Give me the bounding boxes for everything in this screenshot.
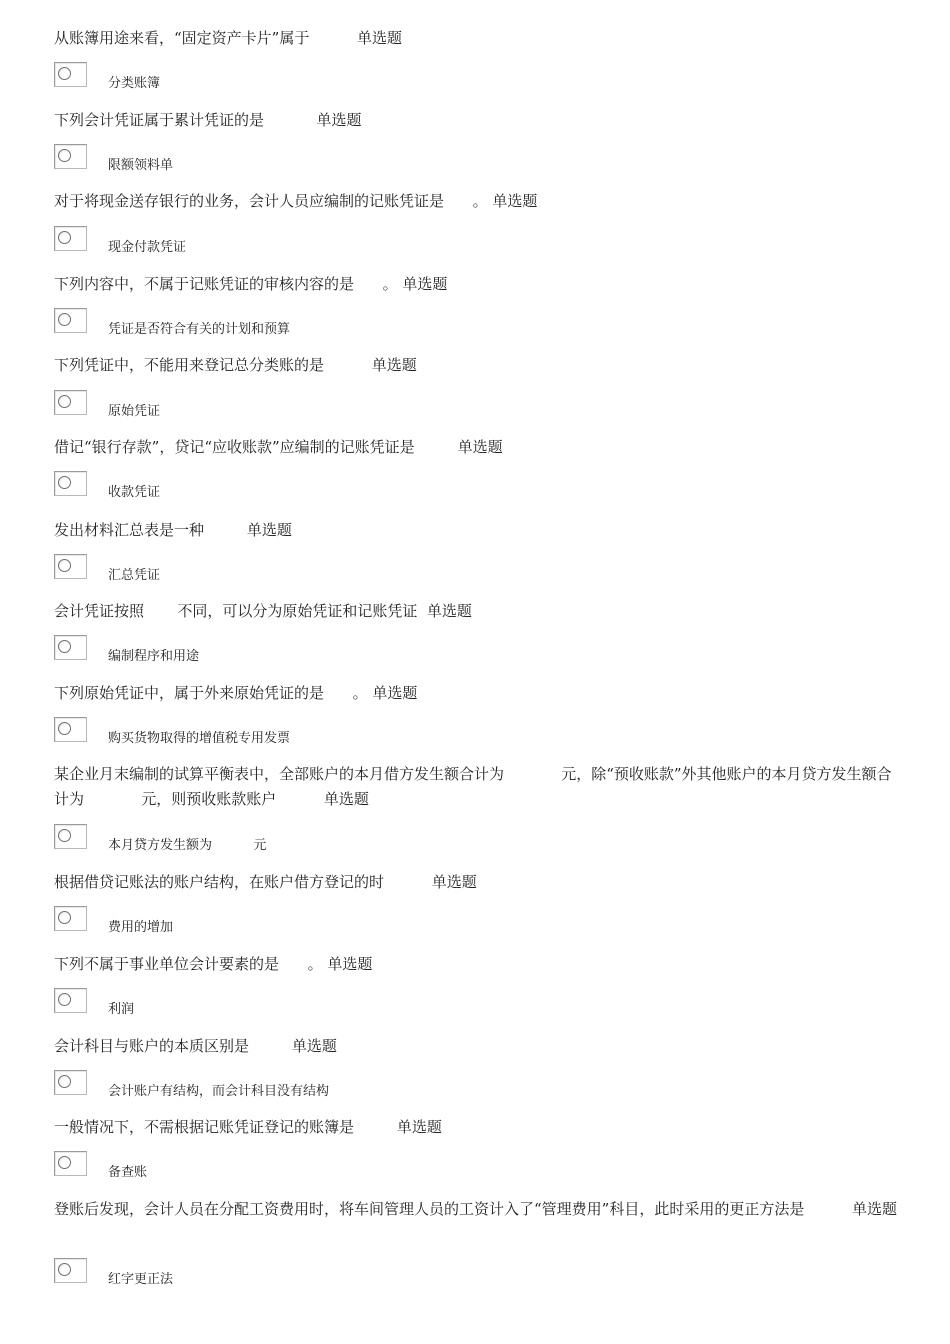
question-type-tag: 单选题: [402, 275, 448, 293]
question-stem: 会计凭证按照 不同，可以分为原始凭证和记账凭证: [54, 602, 427, 620]
answer-option-9[interactable]: [54, 717, 904, 747]
answer-option-13[interactable]: [54, 1070, 904, 1100]
answer-option-12[interactable]: [54, 988, 904, 1018]
question-stem: 会计科目与账户的本质区别是: [54, 1037, 292, 1055]
answer-option-3[interactable]: [54, 226, 904, 256]
question-text-15: [54, 1197, 904, 1222]
radio-circle-icon: [58, 395, 71, 408]
radio-button[interactable]: [54, 226, 87, 251]
question-text-4: [54, 272, 904, 297]
question-text-1: [54, 26, 904, 51]
question-stem: 对于将现金送存银行的业务，会计人员应编制的记账凭证是 。: [54, 192, 493, 210]
question-stem: 下列原始凭证中，属于外来原始凭证的是 。: [54, 684, 373, 702]
radio-circle-icon: [58, 1263, 71, 1276]
question-text-3: [54, 189, 904, 214]
question-text-8: [54, 599, 904, 624]
question-stem: 发出材料汇总表是一种: [54, 521, 247, 539]
question-type-tag: 单选题: [372, 684, 418, 702]
radio-circle-icon: [58, 313, 71, 326]
answer-option-14[interactable]: [54, 1151, 904, 1181]
radio-button[interactable]: [54, 1070, 87, 1095]
question-type-tag: 单选题: [371, 356, 417, 374]
radio-circle-icon: [58, 231, 71, 244]
radio-circle-icon: [58, 559, 71, 572]
radio-button[interactable]: [54, 635, 87, 660]
radio-circle-icon: [58, 911, 71, 924]
radio-button[interactable]: [54, 1258, 87, 1283]
radio-circle-icon: [58, 829, 71, 842]
question-stem: 下列不属于事业单位会计要素的是 。: [54, 955, 328, 973]
answer-label: 限额领料单: [108, 158, 174, 173]
question-text-12: [54, 952, 904, 977]
answer-label: 红字更正法: [108, 1272, 174, 1287]
radio-button[interactable]: [54, 1151, 87, 1176]
question-type-tag: 单选题: [291, 1037, 337, 1055]
question-type-tag: 单选题: [457, 438, 503, 456]
question-text-13: [54, 1034, 904, 1059]
answer-label: 原始凭证: [108, 404, 161, 419]
answer-label: 购买货物取得的增值税专用发票: [108, 731, 291, 746]
radio-circle-icon: [58, 1075, 71, 1088]
question-stem: 从账簿用途来看，“固定资产卡片”属于: [54, 29, 358, 47]
answer-label: 费用的增加: [108, 920, 174, 935]
question-type-tag: 单选题: [396, 1118, 442, 1136]
answer-option-6[interactable]: [54, 471, 904, 501]
radio-button[interactable]: [54, 824, 87, 849]
answer-option-2[interactable]: [54, 144, 904, 174]
question-type-tag: 单选题: [492, 192, 538, 210]
question-text-5: [54, 353, 904, 378]
question-stem: 下列内容中，不属于记账凭证的审核内容的是 。: [54, 275, 403, 293]
answer-option-5[interactable]: [54, 390, 904, 420]
question-stem: 某企业月末编制的试算平衡表中，全部账户的本月借方发生额合计为 元，除“预收账款”外其他账户的本月贷方发生额合计为 元，则预收账款账户: [54, 765, 892, 808]
answer-label: 凭证是否符合有关的计划和预算: [108, 322, 291, 337]
answer-label: 现金付款凭证: [108, 240, 187, 255]
answer-label: 汇总凭证: [108, 568, 161, 583]
radio-circle-icon: [58, 993, 71, 1006]
answer-label: 备查账: [108, 1165, 148, 1180]
question-stem: 借记“银行存款”，贷记“应收账款”应编制的记账凭证是: [54, 438, 458, 456]
question-type-tag: 单选题: [316, 111, 362, 129]
radio-button[interactable]: [54, 308, 87, 333]
question-type-tag: 单选题: [852, 1200, 898, 1218]
radio-circle-icon: [58, 1156, 71, 1169]
answer-label: 本月贷方发生额为 元: [108, 838, 267, 853]
answer-option-10[interactable]: [54, 824, 904, 854]
answer-label: 收款凭证: [108, 485, 161, 500]
question-type-tag: 单选题: [357, 29, 403, 47]
question-stem: 下列会计凭证属于累计凭证的是: [54, 111, 317, 129]
answer-option-4[interactable]: [54, 308, 904, 338]
question-text-2: [54, 108, 904, 133]
radio-button[interactable]: [54, 988, 87, 1013]
question-type-tag: 单选题: [426, 602, 472, 620]
question-type-tag: 单选题: [323, 790, 369, 808]
question-text-11: [54, 870, 904, 895]
radio-button[interactable]: [54, 144, 87, 169]
question-stem: 根据借贷记账法的账户结构，在账户借方登记的时: [54, 873, 432, 891]
radio-button[interactable]: [54, 62, 87, 87]
question-text-7: [54, 518, 904, 543]
answer-option-1[interactable]: [54, 62, 904, 92]
question-type-tag: 单选题: [327, 955, 373, 973]
radio-circle-icon: [58, 476, 71, 489]
answer-option-8[interactable]: [54, 635, 904, 665]
question-text-14: [54, 1115, 904, 1140]
question-type-tag: 单选题: [246, 521, 292, 539]
question-stem: 登账后发现，会计人员在分配工资费用时，将车间管理人员的工资计入了“管理费用”科目，此时采用的更正方法是: [54, 1200, 853, 1218]
radio-button[interactable]: [54, 471, 87, 496]
question-text-6: [54, 435, 904, 460]
answer-option-11[interactable]: [54, 906, 904, 936]
question-stem: 下列凭证中，不能用来登记总分类账的是: [54, 356, 372, 374]
radio-button[interactable]: [54, 390, 87, 415]
answer-option-15[interactable]: [54, 1258, 904, 1288]
answer-option-7[interactable]: [54, 554, 904, 584]
radio-button[interactable]: [54, 717, 87, 742]
question-text-10: [54, 762, 904, 812]
radio-button[interactable]: [54, 906, 87, 931]
answer-label: 编制程序和用途: [108, 649, 200, 664]
answer-label: 分类账簿: [108, 76, 161, 91]
radio-circle-icon: [58, 67, 71, 80]
radio-circle-icon: [58, 722, 71, 735]
answer-label: 会计账户有结构，而会计科目没有结构: [108, 1084, 330, 1099]
radio-circle-icon: [58, 640, 71, 653]
radio-circle-icon: [58, 149, 71, 162]
question-stem: 一般情况下，不需根据记账凭证登记的账簿是: [54, 1118, 397, 1136]
radio-button[interactable]: [54, 554, 87, 579]
question-text-9: [54, 681, 904, 706]
answer-label: 利润: [108, 1002, 135, 1017]
question-type-tag: 单选题: [431, 873, 477, 891]
